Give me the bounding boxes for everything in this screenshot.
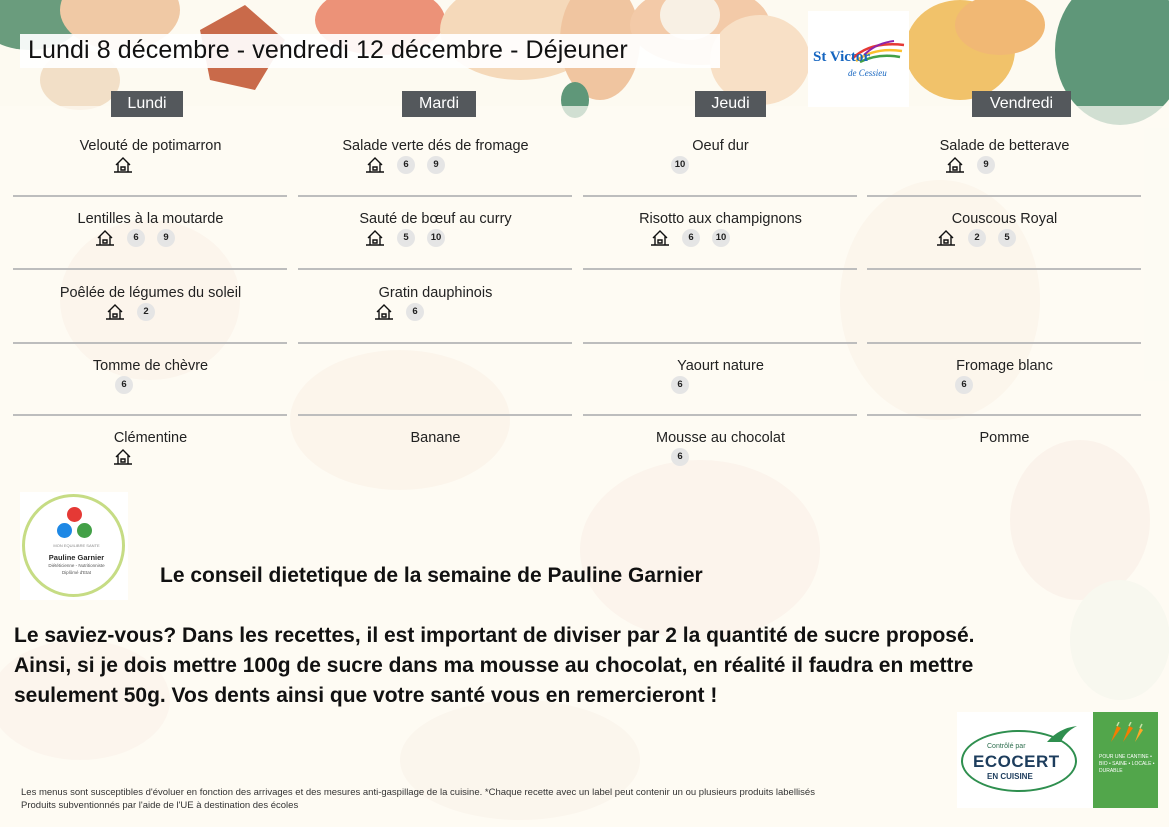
dietitian-role: Diététicienne - Nutritionniste [48, 563, 105, 568]
home-made-icon [365, 229, 385, 247]
dietitian-logo [20, 492, 128, 600]
allergen-badge: 9 [977, 156, 995, 174]
home-made-icon [113, 156, 133, 174]
dietitian-logo-circle [22, 494, 125, 597]
home-made-icon [945, 156, 965, 174]
dish-labels [671, 376, 689, 394]
home-made-icon [650, 229, 670, 247]
dish-labels [365, 156, 445, 174]
dish-labels [115, 376, 133, 394]
apple-icon [77, 523, 92, 538]
home-made-icon [105, 303, 125, 321]
allergen-badge: 2 [137, 303, 155, 321]
home-made-icon [113, 448, 133, 466]
dish-name: Sauté de bœuf au curry [359, 211, 512, 227]
page-title: Lundi 8 décembre - vendredi 12 décembre - Déjeuner [28, 36, 628, 64]
row-divider [13, 268, 287, 270]
row-divider [867, 414, 1141, 416]
dish-name: Pomme [979, 430, 1030, 446]
footer-notes [21, 787, 815, 812]
row-divider [867, 195, 1141, 197]
row-divider [867, 268, 1141, 270]
dish-labels [374, 303, 424, 321]
day-header-mardi: Mardi [402, 91, 476, 117]
home-made-icon [936, 229, 956, 247]
dish-labels [105, 303, 155, 321]
dish-name: Lentilles à la moutarde [77, 211, 224, 227]
row-divider [583, 342, 857, 344]
ecocert-side-text: POUR UNE CANTINE • BIO • SAINE • LOCALE • DURABLE [1099, 754, 1155, 774]
allergen-badge: 6 [397, 156, 415, 174]
allergen-badge: 6 [671, 448, 689, 466]
day-header-vendredi: Vendredi [972, 91, 1071, 117]
advice-line: Le saviez-vous? Dans les recettes, il est important de diviser par 2 la quantité de sucre proposé. [14, 624, 975, 647]
row-divider [298, 268, 572, 270]
row-divider [13, 342, 287, 344]
dish-name: Gratin dauphinois [378, 285, 493, 301]
dish-name: Mousse au chocolat [656, 430, 785, 446]
advice-text [14, 621, 1169, 711]
footer-line: Les menus sont susceptibles d'évoluer en fonction des arrivages et des mesures anti-gaspillage de la cuisine. *Chaque recette avec un label peut contenir un ou plusieurs produits labellisés [21, 787, 815, 798]
home-made-icon [365, 156, 385, 174]
dish-name: Clémentine [113, 430, 188, 446]
ecocert-top-text: Contrôlé par [987, 743, 1026, 750]
allergen-badge: 5 [397, 229, 415, 247]
day-header-lundi: Lundi [111, 91, 183, 117]
dish-name: Yaourt nature [677, 358, 764, 374]
dish-labels [365, 229, 445, 247]
row-divider [583, 195, 857, 197]
dish-labels [671, 448, 689, 466]
ecocert-label-panel [1093, 712, 1158, 808]
dish-name: Banane [410, 430, 461, 446]
heart-icon [67, 507, 82, 522]
st-victor-logo [808, 11, 909, 107]
row-divider [867, 342, 1141, 344]
dish-name: Couscous Royal [951, 211, 1058, 227]
logo-subtext: de Cessieu [848, 68, 887, 78]
dish-labels [95, 229, 175, 247]
dish-name: Tomme de chèvre [92, 358, 209, 374]
advice-line: seulement 50g. Vos dents ainsi que votre santé vous en remercieront ! [14, 684, 718, 707]
allergen-badge: 5 [998, 229, 1016, 247]
allergen-badge: 10 [712, 229, 730, 247]
advice-title: Le conseil dietetique de la semaine de Pauline Garnier [160, 564, 703, 587]
row-divider [298, 342, 572, 344]
dish-name: Risotto aux champignons [639, 211, 802, 227]
allergen-badge: 10 [427, 229, 445, 247]
dish-labels [936, 229, 1016, 247]
allergen-badge: 2 [968, 229, 986, 247]
scale-icon [57, 523, 72, 538]
dish-name: Salade de betterave [939, 138, 1070, 154]
footer-line: Produits subventionnés par l'aide de l'UE à destination des écoles [21, 799, 299, 811]
home-made-icon [95, 229, 115, 247]
allergen-badge: 9 [157, 229, 175, 247]
allergen-badge: 10 [671, 156, 689, 174]
dish-name: Velouté de potimarron [79, 138, 222, 154]
allergen-badge: 6 [955, 376, 973, 394]
dish-name: Salade verte dés de fromage [342, 138, 529, 154]
row-divider [13, 195, 287, 197]
ecocert-logo [957, 712, 1093, 808]
allergen-badge: 6 [127, 229, 145, 247]
ecocert-bottom-text: EN CUISINE [987, 772, 1033, 781]
dish-labels [671, 156, 689, 174]
logo-text: St Victor [813, 49, 871, 65]
ecocert-main-text: ECOCERT [973, 752, 1060, 771]
dish-labels [113, 448, 133, 466]
dietitian-brand: MON EQUILIBRE SANTE [53, 543, 100, 548]
row-divider [298, 414, 572, 416]
dish-labels [955, 376, 973, 394]
carrot-icon [1107, 722, 1145, 744]
dish-name: Poêlée de légumes du soleil [59, 285, 242, 301]
bird-icon [1045, 724, 1079, 744]
allergen-badge: 9 [427, 156, 445, 174]
dietitian-name: Pauline Garnier [48, 553, 105, 562]
dish-labels [945, 156, 995, 174]
advice-line: Ainsi, si je dois mettre 100g de sucre dans ma mousse au chocolat, en réalité il faudra en mettre [14, 654, 974, 677]
dish-name: Oeuf dur [692, 138, 749, 154]
row-divider [583, 268, 857, 270]
dish-labels [113, 156, 133, 174]
allergen-badge: 6 [115, 376, 133, 394]
allergen-badge: 6 [671, 376, 689, 394]
row-divider [583, 414, 857, 416]
day-header-jeudi: Jeudi [695, 91, 766, 117]
row-divider [13, 414, 287, 416]
home-made-icon [374, 303, 394, 321]
allergen-badge: 6 [682, 229, 700, 247]
allergen-badge: 6 [406, 303, 424, 321]
dish-name: Fromage blanc [956, 358, 1053, 374]
row-divider [298, 195, 572, 197]
dietitian-diploma: Diplômé d'Etat [61, 570, 92, 575]
dish-labels [650, 229, 730, 247]
